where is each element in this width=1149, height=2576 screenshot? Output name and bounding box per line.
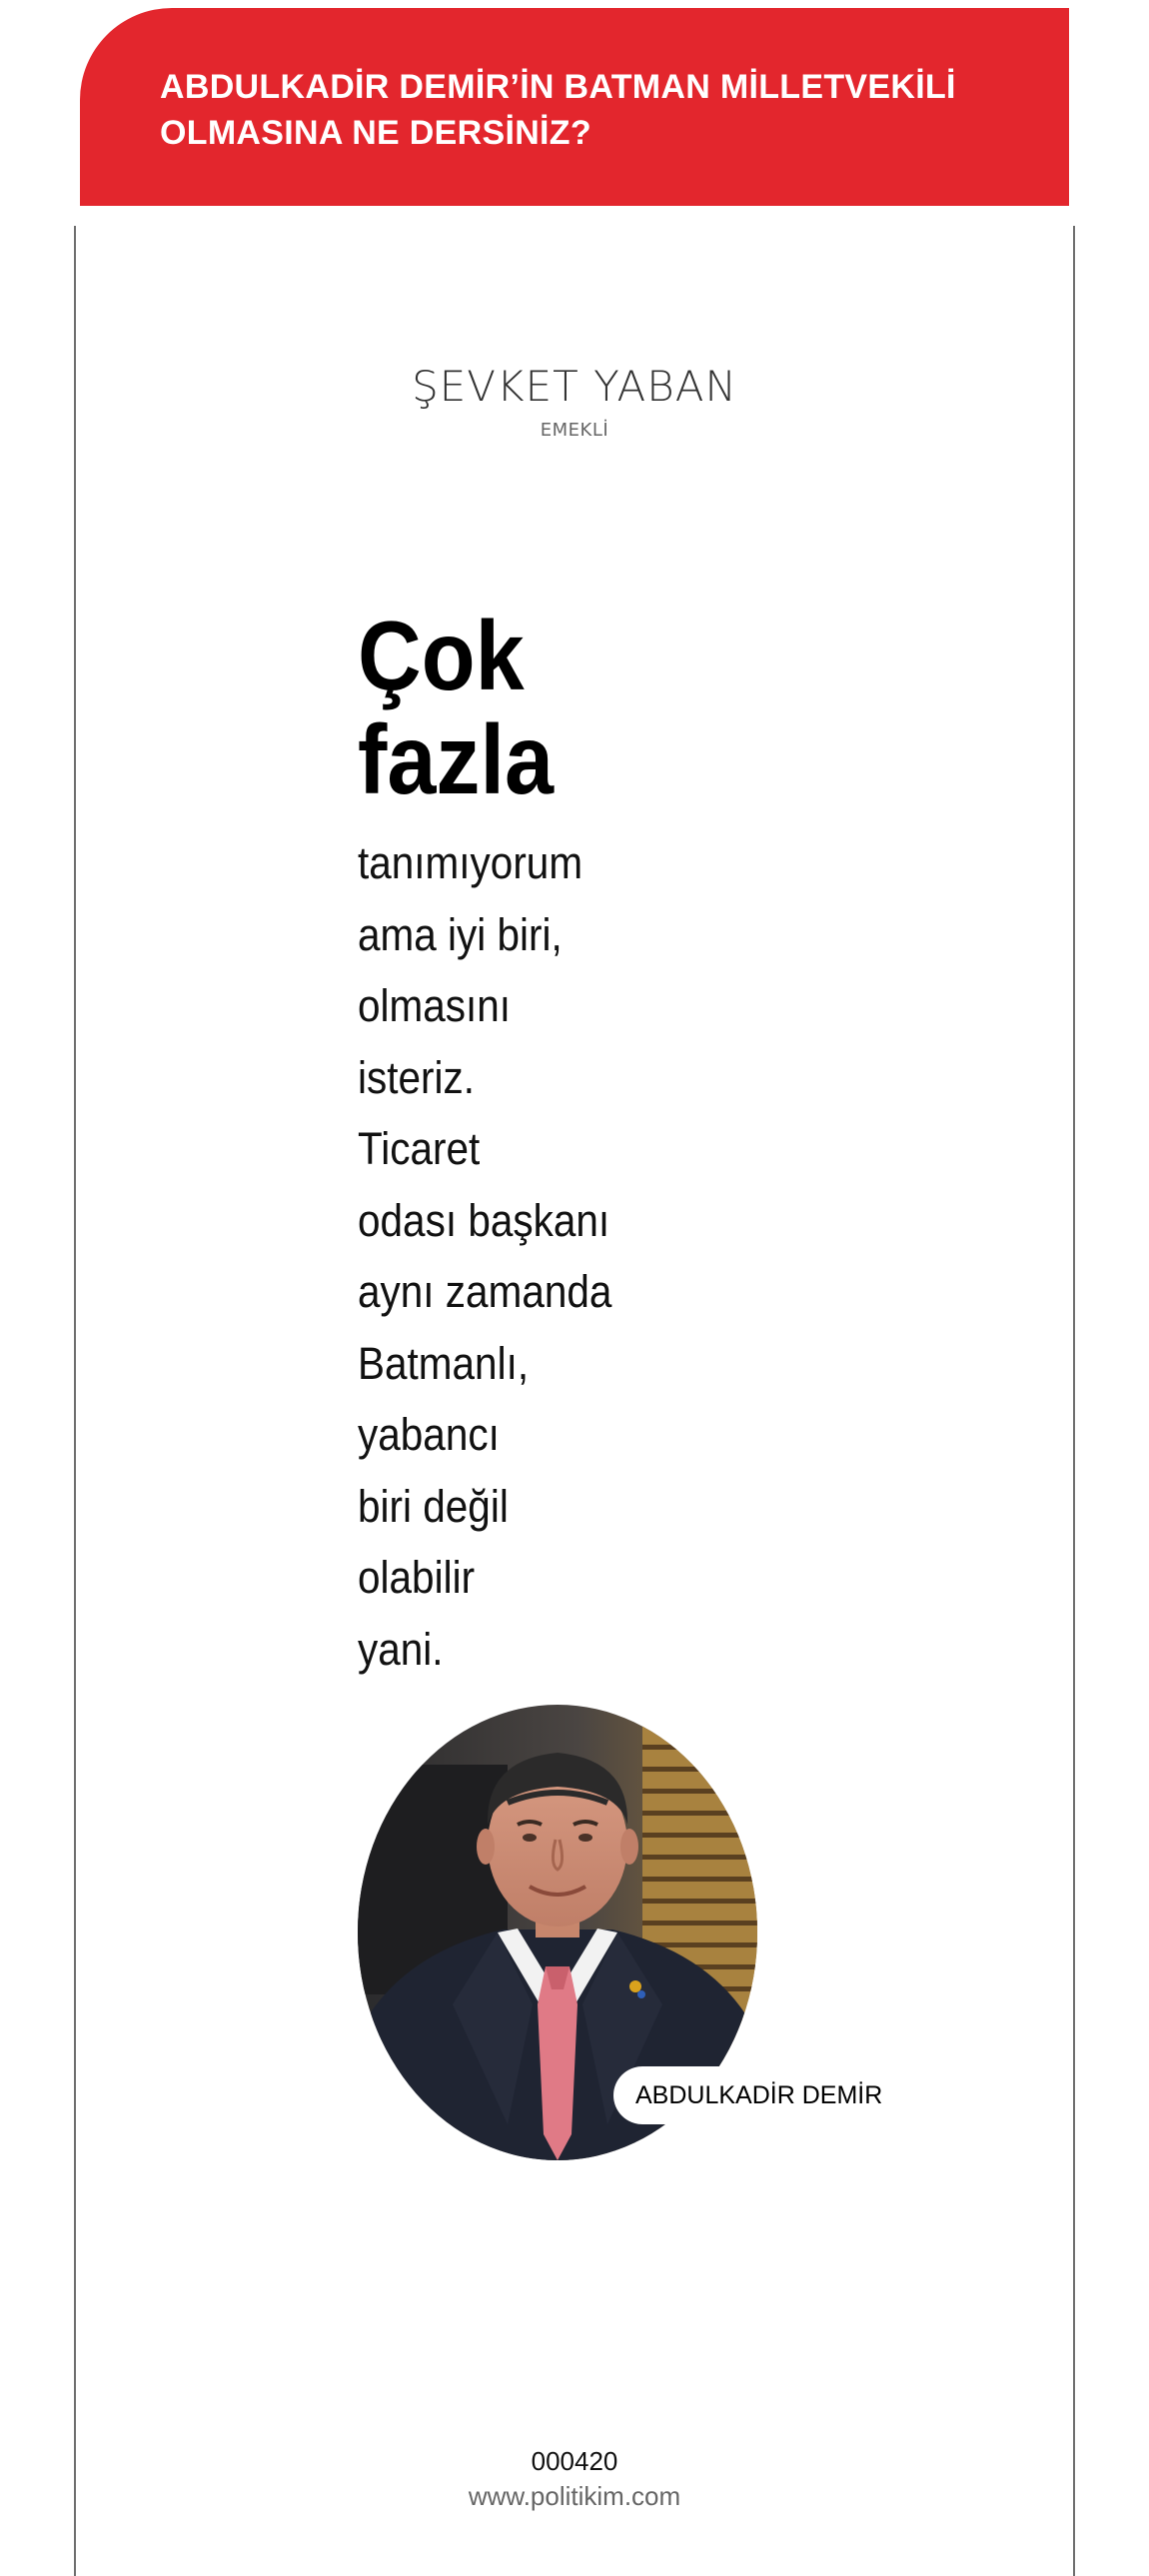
- quote-headline: Çok fazla: [358, 601, 555, 814]
- footer-website-link[interactable]: www.politikim.com: [468, 2481, 681, 2511]
- frame-right-divider: [1073, 226, 1075, 2576]
- subject-name-tag: ABDULKADİR DEMİR: [613, 2066, 906, 2124]
- header-banner: [80, 8, 1069, 206]
- frame-left-divider: [74, 226, 76, 2576]
- author-name: ŞEVKET YABAN: [412, 362, 737, 411]
- author-role: EMEKLİ: [540, 420, 609, 441]
- quote-body: tanımıyorum ama iyi biri, olmasını isteriz. Ticaret odası başkanı aynı zamanda Batmanlı, yabancı biri değil olabilir yani.: [358, 837, 612, 1675]
- footer-code: 000420: [531, 2446, 618, 2476]
- banner-title: ABDULKADİR DEMİR’İN BATMAN MİLLETVEKİLİ OLMASINA NE DERSİNİZ?: [160, 68, 956, 152]
